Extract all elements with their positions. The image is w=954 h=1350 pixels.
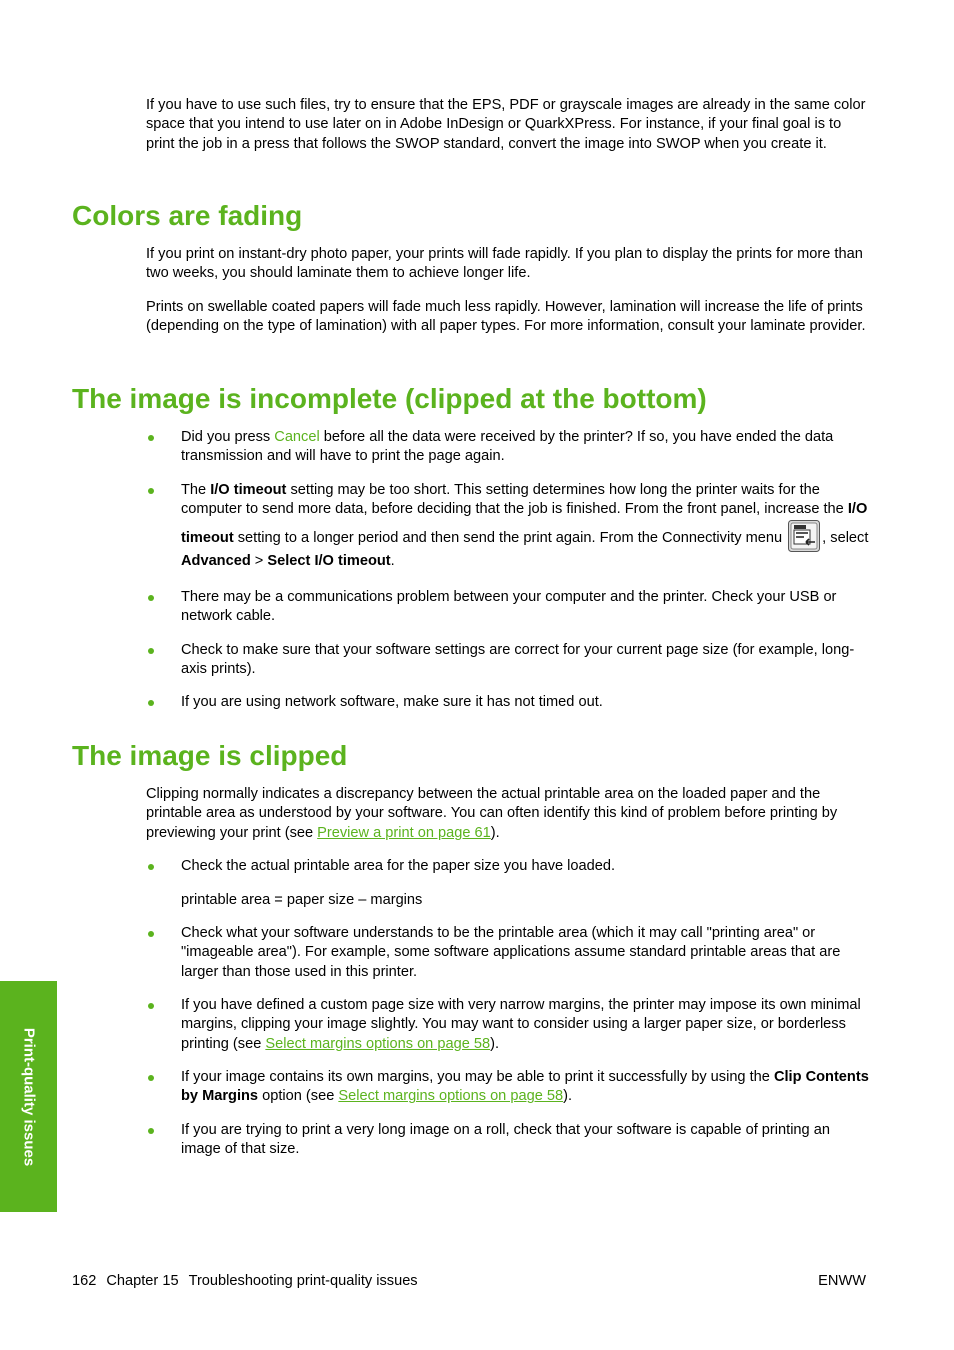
side-tab-label: Print-quality issues [20, 1027, 38, 1166]
bullet-dot [148, 595, 154, 601]
heading-image-incomplete: The image is incomplete (clipped at the bottom) [72, 383, 707, 414]
fading-paragraph-1: If you print on instant-dry photo paper, your prints will fade rapidly. If you plan to display the prints for more than two weeks, you should laminate them to achieve longer life. [146, 246, 863, 282]
bullet-text: If you are trying to print a very long image on a roll, check that your software is capable of printing an image of that size. [181, 1122, 830, 1158]
bullet-text: There may be a communications problem between your computer and the printer. Check your USB or network cable. [181, 589, 837, 625]
bullet-dot [148, 864, 154, 870]
select-margins-link[interactable]: Select margins options on page 58 [265, 1035, 491, 1052]
footer-chapter-title: Troubleshooting print-quality issues [188, 1273, 418, 1289]
heading-colors-fading: Colors are fading [72, 200, 303, 231]
chapter-side-tab [0, 981, 57, 1212]
clipped-intro-paragraph: Clipping normally indicates a discrepancy between the actual printable area on the loaded paper and the printable area as understood by your software. You can often identify this kind of problem before printing by previewing your print (see Preview a print on page 61). [146, 786, 838, 841]
fading-paragraph-2: Prints on swellable coated papers will fade much less rapidly. However, lamination will increase the life of prints (depending on the type of lamination) with all paper types. For more information, consult your laminate provider. [146, 299, 866, 335]
bullet-dot [148, 1128, 154, 1134]
bullet-text: Did you press Cancel before all the data were received by the printer? If so, you have ended the data transmission and will have to print the page again. [181, 429, 834, 465]
bullet-dot [148, 648, 154, 654]
bullet-text: If your image contains its own margins, you may be able to print it successfully by using the Clip Contents by Margins option (see Select margins options on page 58). [181, 1069, 869, 1105]
bullet-text: Check the actual printable area for the paper size you have loaded. [181, 858, 616, 874]
printable-area-formula: printable area = paper size – margins [181, 892, 423, 908]
bullet-dot [148, 931, 154, 937]
footer-left [72, 1272, 418, 1291]
footer-right: ENWW [818, 1273, 866, 1289]
cancel-ui-term: Cancel [274, 429, 320, 445]
bullet-dot [148, 488, 154, 494]
preview-print-link[interactable]: Preview a print on page 61 [317, 824, 491, 841]
bullet-text: Check to make sure that your software settings are correct for your current page size (for example, long-axis prints). [181, 642, 855, 678]
bullet-text: If you are using network software, make sure it has not timed out. [181, 694, 603, 710]
connectivity-menu-icon [788, 520, 820, 552]
select-margins-link[interactable]: Select margins options on page 58 [338, 1088, 564, 1105]
intro-paragraph: If you have to use such files, try to ensure that the EPS, PDF or grayscale images are already in the same color space that you intend to use later on in Adobe InDesign or QuarkXPress. For instance, if your final goal is to print the job in a press that follows the SWOP standard, convert the image into SWOP when you create it. [146, 97, 866, 152]
bullet-dot [148, 700, 154, 706]
bullet-text: If you have defined a custom page size with very narrow margins, the printer may impose its own minimal margins, clipping your image slightly. You may want to consider using a larger paper size, or borderless printing (see Select margins options on page 58). [181, 997, 861, 1052]
footer-chapter: Chapter 15 [106, 1273, 179, 1289]
heading-image-clipped: The image is clipped [72, 740, 348, 771]
bullet-dot [148, 1003, 154, 1009]
bullet-dot [148, 1075, 154, 1081]
bullet-dot [148, 435, 154, 441]
page-number: 162 [72, 1273, 97, 1289]
bullet-text: The I/O timeout setting may be too short. This setting determines how long the printer waits for the computer to send more data, before deciding that the job is finished. From the front panel, increase the I/O timeout setting to a longer period and then send the print again. From the Connectivity menu , select Advanced > Select I/O timeout. [181, 482, 869, 569]
bullet-text: Check what your software understands to be the printable area (which it may call "printing area" or "imageable area"). For example, some software applications assume standard printable areas that are larger than those used in this printer. [181, 925, 841, 980]
